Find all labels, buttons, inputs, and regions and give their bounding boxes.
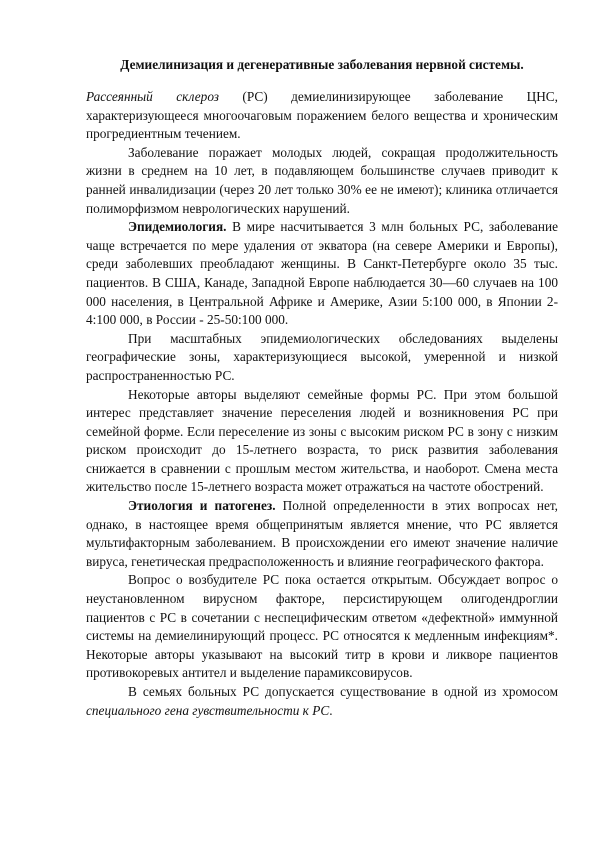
term-susceptibility-gene: специального гена гувствительности к РС bbox=[86, 702, 330, 718]
paragraph-geographic-zones bbox=[86, 330, 558, 386]
term-multiple-sclerosis: Рассеянный склероз bbox=[86, 89, 219, 104]
paragraph-text: Полной определенности в этих вопросах нет, однако, в настоящее время общепринятым является мнение, что РС является мультифакторным заболеванием. В происхождении его имеют значение наличие вируса, генетическая предрасположенность и влияние географического фактора. bbox=[86, 498, 558, 569]
paragraph-impact bbox=[86, 144, 558, 218]
paragraph-epidemiology bbox=[86, 218, 558, 330]
paragraph-gene bbox=[86, 683, 558, 720]
page-title: Демиелинизация и дегенеративные заболевания нервной системы. bbox=[120, 57, 524, 72]
paragraph-text: Некоторые авторы выделяют семейные формы РС. При этом большой интерес представляет значение переселения людей и возникновения РС при семейной форме. Если переселение из зоны с высоким риском РС в зону с низким риском происходит до 15-летнего возраста, то риск развития заболевания снижается в сравнении с прошлым местом жительства, и наоборот. Смена места жительство после 15-летнего возраста может отражаться на частоте обострений. bbox=[86, 386, 558, 495]
heading-etiology: Этиология и патогенез. bbox=[128, 498, 276, 514]
paragraph-ms-definition bbox=[86, 88, 558, 144]
paragraph-text: При масштабных эпидемиологических обследованиях выделены географические зоны, характеризующиеся высокой, умеренной и низкой распространенностью РС. bbox=[86, 330, 558, 383]
paragraph-etiology bbox=[86, 497, 558, 571]
paragraph-family-forms bbox=[86, 386, 558, 498]
paragraph-text: Заболевание поражает молодых людей, сокращая продолжительность жизни в среднем на 10 лет, в подавляющем большинстве случаев приводит к ранней инвалидизации (через 20 лет только 30% ее не имеют); клиника отличается полиморфизмом неврологических нарушений. bbox=[86, 144, 558, 216]
paragraph-text: Вопрос о возбудителе РС пока остается открытым. Обсуждает вопрос о неустановленном вирусном факторе, персистирующем олигодендроглии пациентов с РС в сочетании с неспецифическим ответом «дефектной» иммунной системы на демиелинирующий процесс. РС относятся к медленным инфекциям*. Некоторые авторы указывают на высокий титр в крови и ликворе пациентов противокоревых антител и выделение парамиксовирусов. bbox=[86, 572, 558, 681]
paragraph-text: (РС) демиелинизирующее заболевание ЦНС, характеризующееся многоочаговым поражением белого вещества и хроническим прогредиентным течением. bbox=[86, 89, 558, 142]
paragraph-text: В семьях больных РС допускается существование в одной из хромосом bbox=[128, 684, 558, 699]
paragraph-text: В мире насчитывается 3 млн больных РС, заболевание чаще встречается по мере удаления от экватора (на севере Америки и Европы), среди заболевших преобладают женщины. В Санкт-Петербурге около 35 тыс. пациентов. В США, Канаде, Западной Европе наблюдается 30—60 случаев на 100 000 населения, в Центральной Африке и Америке, Азии 5:100 000, в Японии 2-4:100 000, в России - 25-50:100 000. bbox=[86, 219, 558, 328]
heading-epidemiology: Эпидемиология. bbox=[128, 219, 227, 235]
paragraph-tail: . bbox=[329, 702, 333, 718]
paragraph-pathogen bbox=[86, 571, 558, 683]
